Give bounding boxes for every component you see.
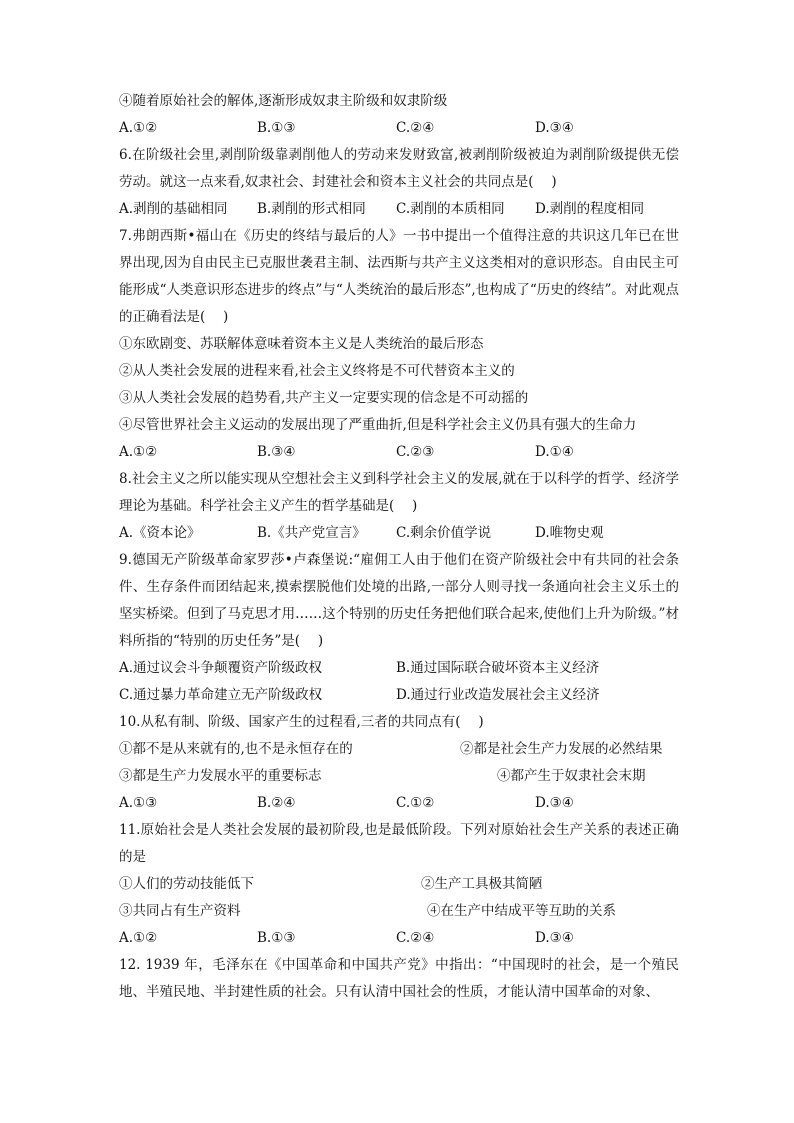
q6-option-a[interactable]: A.剥削的基础相同 bbox=[119, 201, 228, 217]
q9-options-row-2 bbox=[119, 682, 679, 709]
q5-item-4: ④随着原始社会的解体,逐渐形成奴隶主阶级和奴隶阶级 bbox=[119, 93, 448, 109]
q8-option-d[interactable]: D.唯物史观 bbox=[535, 525, 604, 541]
q8-options bbox=[119, 520, 679, 547]
q9-option-c[interactable]: C.通过暴力革命建立无产阶级政权 bbox=[119, 687, 323, 703]
q10-item-3: ③都是生产力发展水平的重要标志 bbox=[119, 768, 322, 784]
q6-options bbox=[119, 196, 679, 223]
q10-item-4: ④都产生于奴隶社会末期 bbox=[497, 768, 646, 784]
q10-option-b[interactable]: B.②④ bbox=[257, 795, 296, 811]
q7-item-4: ④尽管世界社会主义运动的发展出现了严重曲折,但是科学社会主义仍具有强大的生命力 bbox=[119, 417, 637, 433]
q5-options bbox=[119, 115, 679, 142]
q11-options bbox=[119, 925, 679, 952]
q8-option-b[interactable]: B.《共产党宣言》 bbox=[257, 525, 366, 541]
q6-option-d[interactable]: D.剥削的程度相同 bbox=[535, 201, 645, 217]
q5-option-b[interactable]: B.①③ bbox=[257, 120, 296, 136]
q11-option-c[interactable]: C.②④ bbox=[396, 930, 435, 946]
q11-stem: 11.原始社会是人类社会发展的最初阶段,也是最低阶段。下列对原始社会生产关系的表述正确的是 bbox=[119, 822, 679, 865]
q7-options bbox=[119, 439, 679, 466]
q9-option-b[interactable]: B.通过国际联合破坏资本主义经济 bbox=[396, 660, 600, 676]
q10-items-row-2 bbox=[119, 763, 679, 790]
q7-option-c[interactable]: C.②③ bbox=[396, 444, 435, 460]
q11-item-2: ②生产工具极其简陋 bbox=[421, 876, 543, 892]
q6-option-c[interactable]: C.剥削的本质相同 bbox=[396, 201, 505, 217]
q6-option-b[interactable]: B.剥削的形式相同 bbox=[257, 201, 366, 217]
q10-option-d[interactable]: D.③④ bbox=[535, 795, 574, 811]
q9-option-d[interactable]: D.通过行业改造发展社会主义经济 bbox=[396, 687, 600, 703]
q5-option-d[interactable]: D.③④ bbox=[535, 120, 574, 136]
q8-option-c[interactable]: C.剩余价值学说 bbox=[396, 525, 492, 541]
q11-item-4: ④在生产中结成平等互助的关系 bbox=[427, 903, 616, 919]
q10-option-c[interactable]: C.①② bbox=[396, 795, 435, 811]
q5-option-c[interactable]: C.②④ bbox=[396, 120, 435, 136]
q11-option-d[interactable]: D.③④ bbox=[535, 930, 574, 946]
q11-items-row-1 bbox=[119, 871, 679, 898]
q8-option-a[interactable]: A.《资本论》 bbox=[119, 525, 201, 541]
q11-item-3: ③共同占有生产资料 bbox=[119, 903, 241, 919]
q7-item-3: ③从人类社会发展的趋势看,共产主义一定要实现的信念是不可动摇的 bbox=[119, 390, 529, 406]
q11-option-b[interactable]: B.①③ bbox=[257, 930, 296, 946]
q11-option-a[interactable]: A.①② bbox=[119, 930, 158, 946]
q10-stem: 10.从私有制、阶级、国家产生的过程看,三者的共同点有( ) bbox=[119, 714, 484, 730]
q7-item-1: ①东欧剧变、苏联解体意味着资本主义是人类统治的最后形态 bbox=[119, 336, 484, 352]
q5-option-a[interactable]: A.①② bbox=[119, 120, 158, 136]
q7-option-d[interactable]: D.①④ bbox=[535, 444, 574, 460]
q10-option-a[interactable]: A.①③ bbox=[119, 795, 158, 811]
q11-items-row-2 bbox=[119, 898, 679, 925]
exam-page bbox=[119, 88, 679, 1006]
q9-option-a[interactable]: A.通过议会斗争颠覆资产阶级政权 bbox=[119, 660, 323, 676]
q7-option-a[interactable]: A.①② bbox=[119, 444, 158, 460]
q7-item-2: ②从人类社会发展的进程来看,社会主义终将是不可代替资本主义的 bbox=[119, 363, 515, 379]
q6-stem: 6.在阶级社会里,剥削阶级靠剥削他人的劳动来发财致富,被剥削阶级被迫为剥削阶级提供无偿劳动。就这一点来看,奴隶社会、封建社会和资本主义社会的共同点是( ) bbox=[119, 147, 679, 190]
q7-option-b[interactable]: B.③④ bbox=[257, 444, 296, 460]
q10-item-2: ②都是社会生产力发展的必然结果 bbox=[460, 741, 663, 757]
q10-options bbox=[119, 790, 679, 817]
q12-stem: 12. 1939 年，毛泽东在《中国革命和中国共产党》中指出：“中国现时的社会，是一个殖民地、半殖民地、半封建性质的社会。只有认清中国社会的性质，才能认清中国革命的对象、 bbox=[119, 957, 679, 1000]
q10-item-1: ①都不是从来就有的,也不是永恒存在的 bbox=[119, 741, 353, 757]
q9-options-row-1 bbox=[119, 655, 679, 682]
q9-stem: 9.德国无产阶级革命家罗莎•卢森堡说:“雇佣工人由于他们在资产阶级社会中有共同的社会条件、生存条件而团结起来,摸索摆脱他们处境的出路,一部分人则寻找一条通向社会主义乐土的坚实桥梁。但到了马克思才用……这个特别的历史任务把他们联合起来,使他们上升为阶级。”材料所指的“特别的历史任务”是( ) bbox=[119, 552, 679, 649]
q10-items-row-1 bbox=[119, 736, 679, 763]
q8-stem: 8.社会主义之所以能实现从空想社会主义到科学社会主义的发展,就在于以科学的哲学、经济学理论为基础。科学社会主义产生的哲学基础是( ) bbox=[119, 471, 679, 514]
q7-stem: 7.弗朗西斯•福山在《历史的终结与最后的人》一书中提出一个值得注意的共识这几年已在世界出现,因为自由民主已克服世袭君主制、法西斯与共产主义这类相对的意识形态。自由民主可能形成“人类意识形态进步的终点”与“人类统治的最后形态”,也构成了“历史的终结”。对此观点的正确看法是( ) bbox=[119, 228, 679, 325]
q11-item-1: ①人们的劳动技能低下 bbox=[119, 876, 254, 892]
